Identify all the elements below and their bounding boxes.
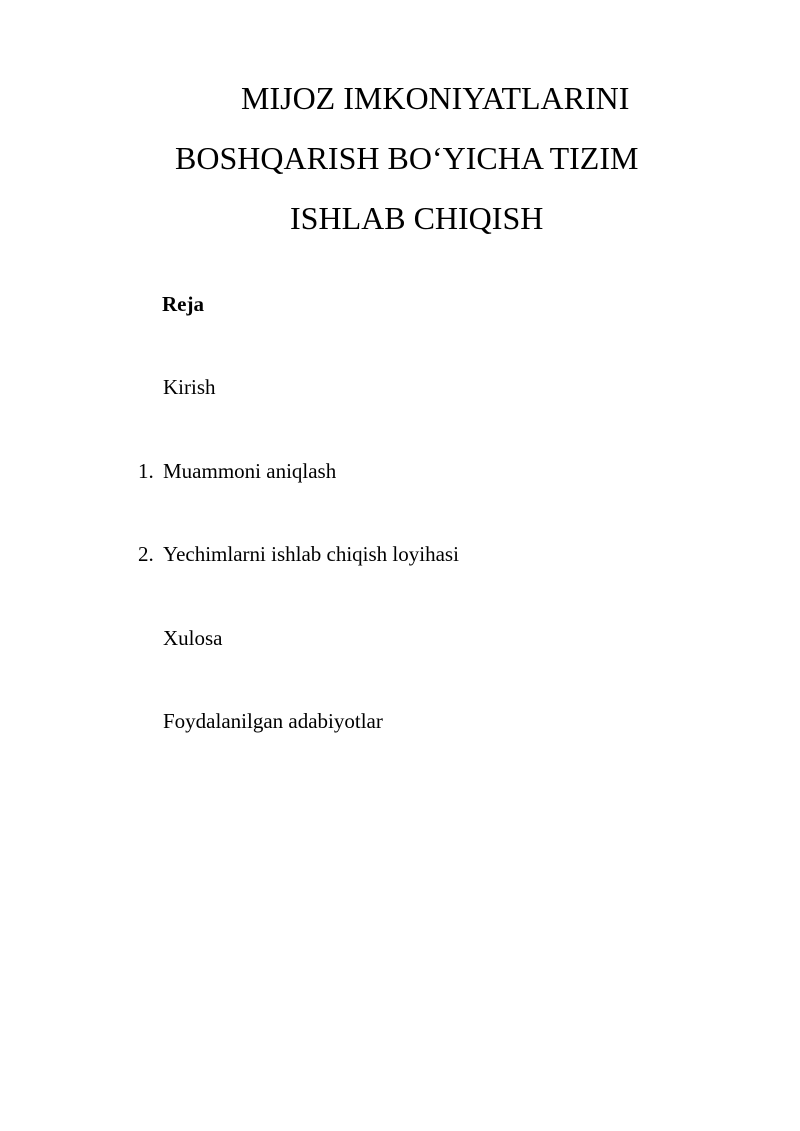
title-line-3: ISHLAB CHIQISH (290, 200, 544, 236)
plan-item-number: 1. (138, 459, 154, 483)
plan-heading: Reja (162, 292, 204, 316)
plan-item-number: 2. (138, 542, 154, 566)
plan-item-conclusion: Xulosa (163, 626, 223, 650)
title-line-2: BOSHQARISH BO‘YICHA TIZIM (175, 140, 639, 176)
plan-item-references: Foydalanilgan adabiyotlar (163, 709, 383, 733)
plan-item-problem-definition: Muammoni aniqlash (163, 459, 337, 483)
plan-item-introduction: Kirish (163, 375, 216, 399)
plan-item-solution-design: Yechimlarni ishlab chiqish loyihasi (163, 542, 459, 566)
title-line-1: MIJOZ IMKONIYATLARINI (241, 80, 630, 116)
